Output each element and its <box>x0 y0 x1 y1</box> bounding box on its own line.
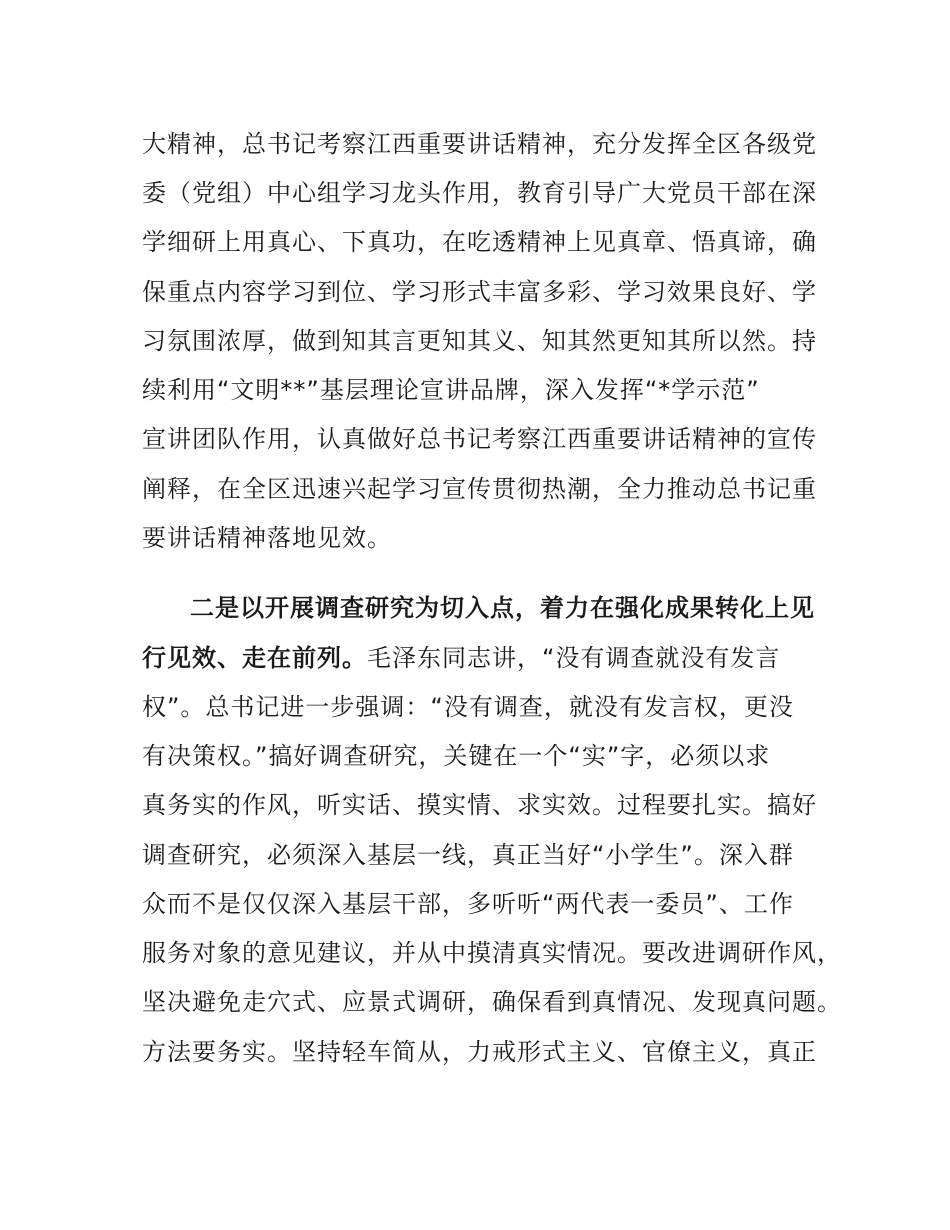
paragraph-1-line: 保重点内容学习到位、学习形式丰富多彩、学习效果良好、学 <box>142 278 817 306</box>
paragraph-2-heading: 二是以开展调查研究为切入点，着力在强化成果转化上见 <box>190 594 815 622</box>
paragraph-1-line: 大精神，总书记考察江西重要讲话精神，充分发挥全区各级党 <box>142 130 817 158</box>
paragraph-2-line: 调查研究，必须深入基层一线，真正当好“小学生”。深入群 <box>142 841 794 869</box>
paragraph-2-heading-line-2 <box>142 638 842 678</box>
paragraph-2-line: 坚决避免走穴式、应景式调研，确保看到真情况、发现真问题。 <box>142 988 842 1016</box>
paragraph-2-line: 方法要务实。坚持轻车简从，力戒形式主义、官僚主义，真正 <box>142 1038 817 1066</box>
paragraph-1-line: 宣讲团队作用，认真做好总书记考察江西重要讲话精神的宣传 <box>142 425 817 453</box>
paragraph-2-line: 权”。总书记进一步强调：“没有调查，就没有发言权，更没 <box>142 693 794 721</box>
paragraph-2-line: 服务对象的意见建议，并从中摸清真实情况。要改进调研作风， <box>142 939 842 967</box>
paragraph-2-heading-rest: 毛泽东同志讲，“没有调查就没有发言 <box>367 644 781 672</box>
paragraph-1-line: 续利用“文明**”基层理论宣讲品牌，深入发挥“*学示范” <box>142 376 760 404</box>
paragraph-1-line: 要讲话精神落地见效。 <box>142 524 392 552</box>
paragraph-2-line: 真务实的作风，听实话、摸实情、求实效。过程要扎实。搞好 <box>142 791 817 819</box>
paragraph-1-line: 习氛围浓厚，做到知其言更知其义、知其然更知其所以然。持 <box>142 327 817 355</box>
paragraph-2-line: 众而不是仅仅深入基层干部，多听听“两代表一委员”、工作 <box>142 890 794 918</box>
paragraph-2-line: 有决策权。”搞好调查研究，关键在一个“实”字，必须以求 <box>142 742 771 770</box>
paragraph-2-heading-bold: 行见效、走在前列。 <box>142 644 367 672</box>
paragraph-1-line: 委（党组）中心组学习龙头作用，教育引导广大党员干部在深 <box>142 179 817 207</box>
paragraph-1-line: 学细研上用真心、下真功，在吃透精神上见真章、悟真谛，确 <box>142 228 817 256</box>
paragraph-1-line: 阐释，在全区迅速兴起学习宣传贯彻热潮，全力推动总书记重 <box>142 475 817 503</box>
